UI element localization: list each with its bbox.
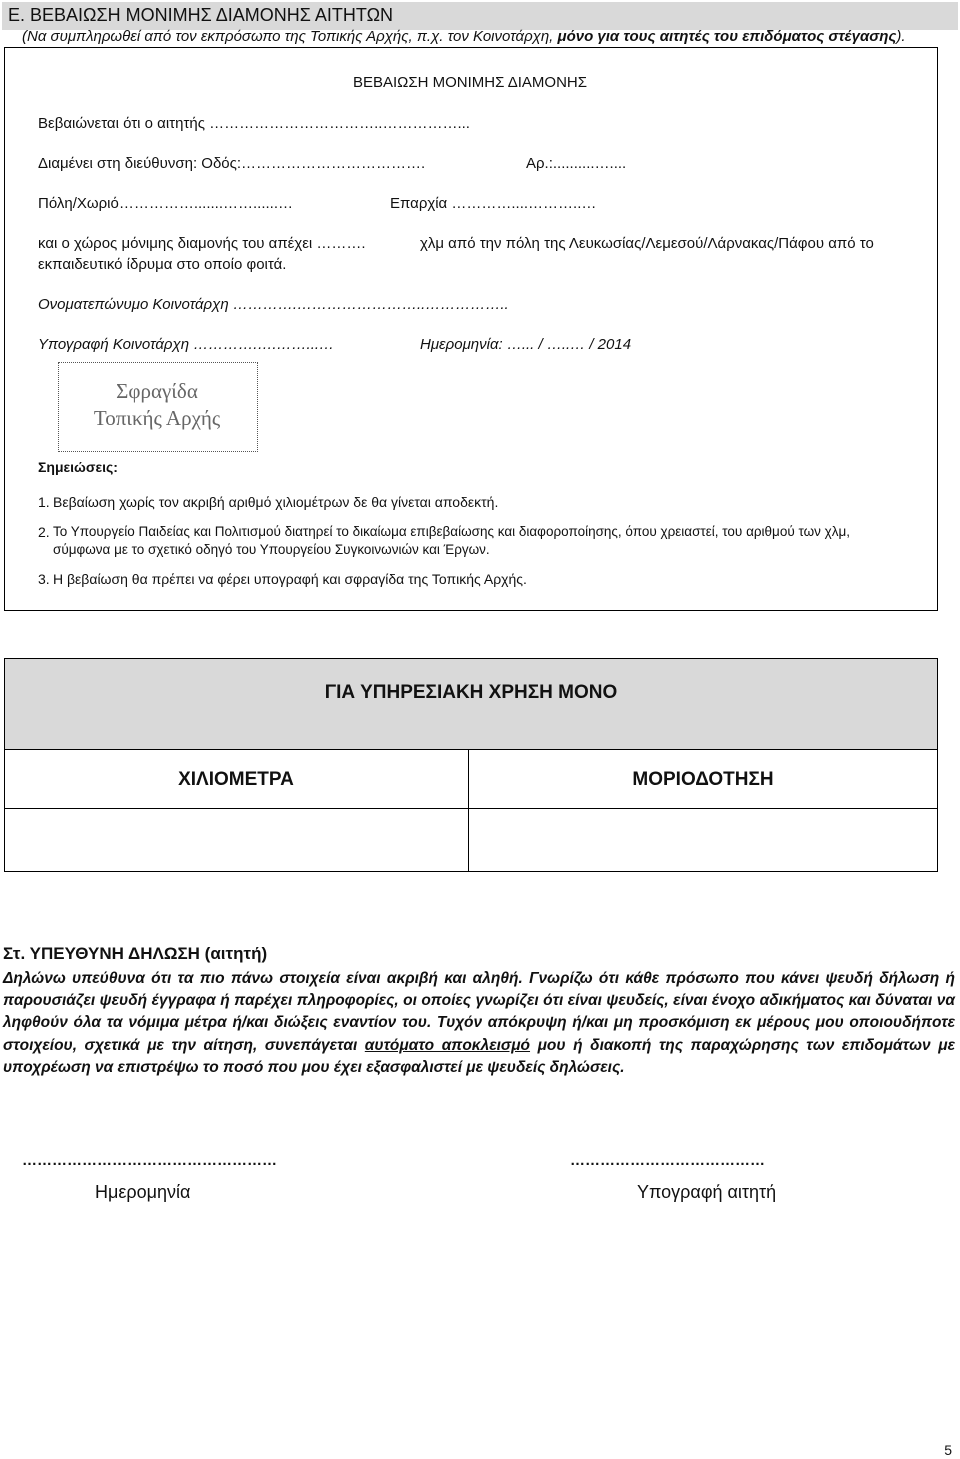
date-field[interactable]: Ημερομηνία: …... / …..… / 2014 bbox=[420, 336, 632, 353]
city-village-field[interactable]: Πόλη/Χωριό…………….......……......… bbox=[38, 195, 293, 212]
subtitle-emphasis: μόνο για τους αιτητές του επιδόματος στέγασης bbox=[557, 28, 897, 45]
official-use-title: ΓΙΑ ΥΠΗΡΕΣΙΑΚΗ ΧΡΗΣΗ ΜΟΝΟ bbox=[324, 682, 618, 703]
points-value-cell[interactable] bbox=[470, 810, 936, 869]
note-2-line-1: Το Υπουργείο Παιδείας και Πολιτισμού διατηρεί το δικαίωμα επιβεβαίωσης και διαφοροποίησης, όπου χρειαστεί, του αριθμού των χλμ, bbox=[53, 524, 851, 539]
applicant-signature-line[interactable]: ………………………………… bbox=[570, 1152, 765, 1169]
stamp-line-1: Σφραγίδα bbox=[116, 379, 198, 403]
note-1: Βεβαίωση χωρίς τον ακριβή αριθμό χιλιομέτρων δε θα γίνεται αποδεκτή. bbox=[53, 494, 499, 510]
note-3: Η βεβαίωση θα πρέπει να φέρει υπογραφή και σφραγίδα της Τοπικής Αρχής. bbox=[53, 571, 527, 587]
table-divider-horizontal bbox=[4, 749, 938, 750]
note-2-line-2: σύμφωνα με το σχετικό οδηγό του Υπουργείου Συγκοινωνιών και Έργων. bbox=[53, 542, 490, 557]
note-3-number: 3. bbox=[38, 571, 50, 587]
declaration-text bbox=[3, 968, 955, 1079]
table-divider-vertical bbox=[468, 749, 469, 871]
subtitle-end: ). bbox=[896, 28, 906, 45]
declaration-underlined: αυτόματο αποκλεισμό bbox=[364, 1036, 531, 1054]
official-use-header-band bbox=[5, 659, 937, 749]
street-number-field[interactable]: Αρ.:..........….... bbox=[526, 155, 627, 172]
community-leader-signature-field[interactable]: Υπογραφή Κοινοτάρχη ………….….……...… bbox=[38, 336, 335, 353]
table-divider-horizontal-2 bbox=[4, 808, 938, 809]
page-number: 5 bbox=[944, 1442, 952, 1458]
section-e-subtitle bbox=[22, 28, 906, 46]
district-field[interactable]: Επαρχία …………....………..… bbox=[390, 195, 597, 212]
notes-title: Σημειώσεις: bbox=[38, 459, 118, 475]
points-column-header: ΜΟΡΙΟΔΟΤΗΣΗ bbox=[632, 769, 774, 790]
date-signature-line[interactable]: …………………………………………… bbox=[22, 1152, 277, 1169]
certificate-heading: ΒΕΒΑΙΩΣΗ ΜΟΝΙΜΗΣ ΔΙΑΜΟΝΗΣ bbox=[352, 74, 588, 91]
section-e-title: Ε. ΒΕΒΑΙΩΣΗ ΜΟΝΙΜΗΣ ΔΙΑΜΟΝΗΣ ΑΙΤΗΤΩΝ bbox=[8, 5, 394, 25]
stamp-line-2: Τοπικής Αρχής bbox=[93, 406, 221, 430]
applicant-certified-field[interactable]: Βεβαιώνεται ότι ο αιτητής ……………………………..……………... bbox=[38, 115, 470, 132]
section-st-title: Στ. ΥΠΕΥΘΥΝΗ ΔΗΛΩΣΗ (αιτητή) bbox=[3, 944, 268, 963]
date-label: Ημερομηνία bbox=[95, 1182, 191, 1202]
distance-km-field[interactable]: και ο χώρος μόνιμης διαμονής του απέχει ………. bbox=[38, 235, 366, 252]
kilometres-column-header: ΧΙΛΙΟΜΕΤΡΑ bbox=[178, 769, 294, 790]
distance-description-cont: εκπαιδευτικό ίδρυμα στο οποίο φοιτά. bbox=[38, 256, 287, 273]
stamp-placeholder bbox=[58, 378, 256, 432]
declaration-part-2: μου ή διακοπή της παραχώρησης των επιδομάτων με υποχρέωση να επιστρέψω το ποσό που μου έχει εξασφαλιστεί με ψευδείς δηλώσεις. bbox=[3, 1036, 955, 1076]
note-2-number: 2. bbox=[38, 524, 50, 540]
declaration-part-1: Δηλώνω υπεύθυνα ότι τα πιο πάνω στοιχεία είναι ακριβή και αληθή. Γνωρίζω ότι κάθε πρόσωπο που κάνει ψευδή δήλωση ή παρουσιάζει ψευδή έγγραφα ή παρέχει πληροφορίες, οι οποίες γνωρίζει ότι είναι ψευδείς, είναι ένοχο αδικήματος και δύναται να ληφθούν όλα τα νόμιμα μέτρα ή/και διώξεις εναντίον του. Τυχόν απόκρυψη ή/και μη προσκόμιση εκ μέρους μου οποιουδήποτε στοιχείου, σχετικά με την αίτηση, συνεπάγεται bbox=[3, 970, 955, 1054]
applicant-signature-label: Υπογραφή αιτητή bbox=[637, 1182, 777, 1202]
community-leader-name-field[interactable]: Ονοματεπώνυμο Κοινοτάρχη ………….……………………..…………….. bbox=[38, 296, 509, 313]
distance-description: χλμ από την πόλη της Λευκωσίας/Λεμεσού/Λάρνακας/Πάφου από το bbox=[420, 235, 874, 252]
street-address-field[interactable]: Διαμένει στη διεύθυνση: Οδός:………………………………. bbox=[38, 155, 426, 172]
subtitle-text: (Να συμπληρωθεί από τον εκπρόσωπο της Τοπικής Αρχής, π.χ. τον Κοινοτάρχη, bbox=[22, 28, 558, 45]
kilometres-value-cell[interactable] bbox=[6, 810, 466, 869]
note-1-number: 1. bbox=[38, 494, 50, 510]
